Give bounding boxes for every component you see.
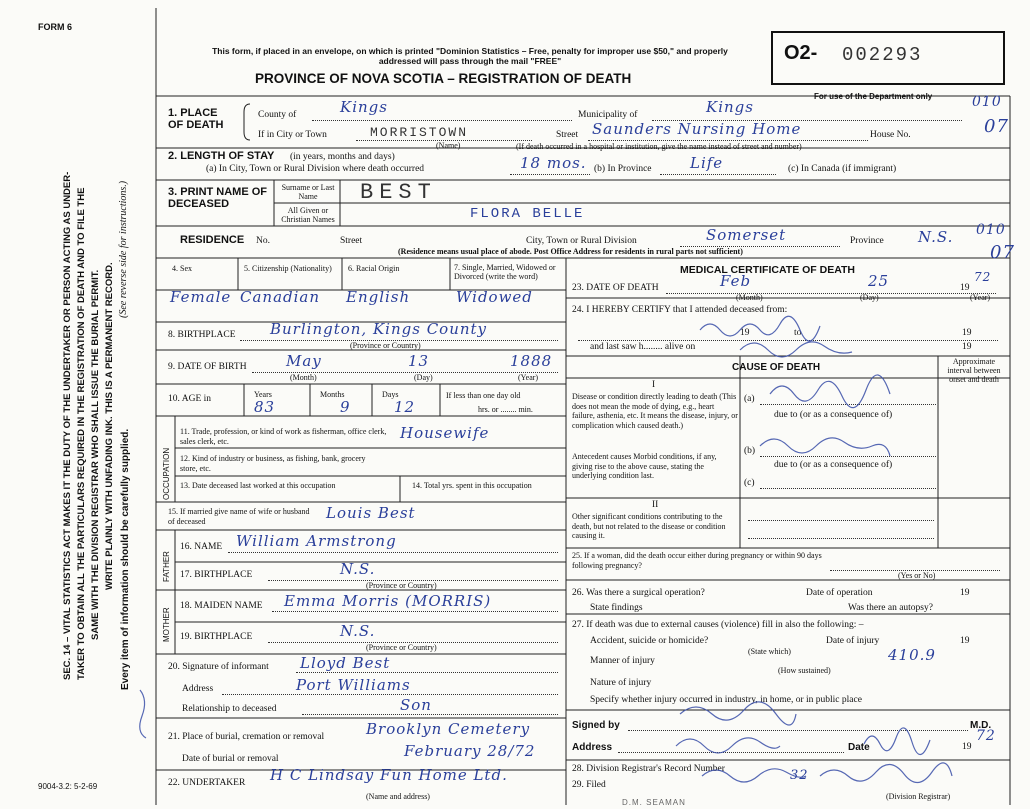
- form-code: 9004-3.2: 5-2-69: [38, 782, 98, 791]
- marital-value: Widowed: [456, 288, 533, 306]
- cause-b: (b): [744, 446, 756, 456]
- undertaker-label: 22. UNDERTAKER: [168, 778, 246, 788]
- occ12-label: 12. Kind of industry or business, as fishing, bank, grocery store, etc.: [180, 454, 366, 473]
- side-line2: TAKER TO OBTAIN ALL THE PARTICULARS REQUIRED IN THE REGISTRATION OF DEATH AND TO FILE THE: [76, 187, 87, 680]
- findings-label: State findings: [590, 603, 643, 613]
- clerk-stamp: D.M. SEAMAN: [622, 798, 686, 807]
- interval-label: Approximate interval between onset and death: [947, 357, 1001, 384]
- dod-month-value: Feb: [720, 272, 752, 290]
- code-010: 010: [972, 94, 1002, 110]
- form-number: FORM 6: [38, 22, 73, 32]
- due-to-2: due to (or as a consequence of): [774, 460, 893, 470]
- dob-year-caption: (Year): [518, 373, 539, 382]
- city-label: If in City or Town: [258, 130, 327, 140]
- name-caption: (Name): [436, 141, 461, 150]
- birthplace-value: Burlington, Kings County: [270, 320, 488, 338]
- signed-by-label: Signed by: [572, 720, 620, 731]
- occ14-label: 14. Total yrs. spent in this occupation: [412, 481, 532, 490]
- medical-title: MEDICAL CERTIFICATE OF DEATH: [680, 264, 855, 276]
- residence-label: RESIDENCE: [180, 234, 245, 246]
- q29-label: 29. Filed: [572, 780, 606, 790]
- burial-date-label: Date of burial or removal: [182, 754, 279, 764]
- hrs-min-label: hrs. or ........ min.: [478, 405, 533, 414]
- cert-19b: 19: [962, 328, 972, 338]
- res-street-label: Street: [340, 236, 363, 246]
- envelope-notice: This form, if placed in an envelope, on which is printed "Dominion Statistics – Free, penalty for improper use $50," and properly addressed will pass through the mail "FREE": [212, 46, 728, 66]
- occ13-label: 13. Date deceased last worked at this occupation: [180, 481, 336, 490]
- res-city-value: Somerset: [706, 226, 787, 244]
- sig-19: 19: [962, 742, 972, 752]
- reg-number: 002293: [842, 44, 923, 66]
- cert-19c: 19: [962, 342, 972, 352]
- street-value: Saunders Nursing Home: [592, 120, 802, 138]
- inf-address-value: Port Williams: [296, 676, 411, 694]
- manner-code: 410.9: [888, 646, 936, 664]
- birthplace-label: 8. BIRTHPLACE: [168, 330, 236, 340]
- stay-prov-value: Life: [690, 154, 724, 172]
- other-significant: Other significant conditions contributing to the death, but not related to the disease or condition causing it.: [572, 512, 726, 540]
- mother-side: MOTHER: [162, 607, 171, 642]
- q27-label: 27. If death was due to external causes (violence) fill in also the following: –: [572, 620, 864, 630]
- age-label: 10. AGE in: [168, 394, 212, 404]
- antecedent: Antecedent causes Morbid conditions, if any, giving rise to the above cause, stating the underlying condition last.: [572, 452, 717, 480]
- less-day-label: If less than one day old: [446, 391, 521, 400]
- citizenship-value: Canadian: [240, 288, 321, 306]
- sex-value: Female: [170, 288, 232, 306]
- filed-code: 32: [790, 768, 809, 783]
- relationship-value: Son: [400, 696, 432, 714]
- relationship-label: Relationship to deceased: [182, 704, 277, 714]
- dod-label: 23. DATE OF DEATH: [572, 283, 659, 293]
- cause-a: (a): [744, 394, 755, 404]
- age-days-value: 12: [394, 398, 416, 416]
- specify-label: Specify whether injury occurred in industry, in home, or in public place: [590, 695, 862, 705]
- dob-day-value: 13: [408, 352, 430, 370]
- burial-date-value: February 28/72: [404, 742, 536, 760]
- form-title: PROVINCE OF NOVA SCOTIA – REGISTRATION OF DEATH: [255, 71, 632, 86]
- days-label: Days: [382, 390, 399, 399]
- age-years-value: 83: [254, 398, 276, 416]
- cause-c: (c): [744, 478, 755, 488]
- op-19: 19: [960, 588, 970, 598]
- months-label: Months: [320, 390, 345, 399]
- stay-a-label: (a) In City, Town or Rural Division where death occurred: [206, 164, 425, 174]
- dod-day-value: 25: [868, 272, 890, 290]
- how-sustained: (How sustained): [778, 666, 831, 675]
- father-name-label: 16. NAME: [180, 542, 223, 552]
- dept-use: For use of the Department only: [814, 92, 933, 101]
- sig-date-label: Date: [848, 742, 870, 753]
- father-birth-caption: (Province or Country): [366, 581, 437, 590]
- spouse-value: Louis Best: [326, 504, 416, 522]
- res-province-value: N.S.: [918, 228, 954, 246]
- dob-month-caption: (Month): [290, 373, 317, 382]
- length-note: (in years, months and days): [290, 152, 395, 162]
- father-side: FATHER: [162, 551, 171, 582]
- stay-b-label: (b) In Province: [594, 164, 652, 174]
- surname-value: BEST: [360, 180, 437, 205]
- md-label: M.D.: [970, 720, 992, 731]
- given-value: FLORA BELLE: [470, 206, 585, 222]
- dob-day-caption: (Day): [414, 373, 433, 382]
- years-label: Years: [254, 390, 272, 399]
- print-name-label: 3. PRINT NAME OF DECEASED: [168, 186, 268, 210]
- q26-label: 26. Was there a surgical operation?: [572, 588, 705, 598]
- dob-month-value: May: [286, 352, 322, 370]
- injury-19: 19: [960, 636, 970, 646]
- due-to-1: due to (or as a consequence of): [774, 410, 893, 420]
- code-07b: 07: [990, 242, 1015, 263]
- reg-prefix: O2-: [784, 42, 818, 64]
- dod-day-caption: (Day): [860, 293, 879, 302]
- father-birth-label: 17. BIRTHPLACE: [180, 570, 253, 580]
- burial-value: Brooklyn Cemetery: [366, 720, 531, 738]
- dod-year-caption: (Year): [970, 293, 991, 302]
- yes-no-caption: (Yes or No): [898, 571, 936, 580]
- informant-label: 20. Signature of informant: [168, 662, 269, 672]
- disease-direct: Disease or condition directly leading to death (This does not mean the mode of dying, e.g., heart failure, asthenia, etc. It means the disease, injury, or complication which caused death.): [572, 392, 738, 430]
- street-label: Street: [556, 130, 579, 140]
- cert-to: to: [794, 328, 802, 338]
- res-note: (Residence means usual place of abode. Post Office Address for residents in rural parts not sufficient): [398, 247, 743, 256]
- dod-month-caption: (Month): [736, 293, 763, 302]
- certify-label: 24. I HEREBY CERTIFY that I attended deceased from:: [572, 305, 788, 315]
- mother-maiden-label: 18. MAIDEN NAME: [180, 601, 263, 611]
- manner-label: Manner of injury: [590, 656, 655, 666]
- code-010b: 010: [976, 222, 1006, 238]
- county-label: County of: [258, 110, 297, 120]
- dod-year-value: 72: [974, 270, 992, 284]
- address-label: Address: [182, 684, 214, 694]
- undertaker-value: H C Lindsay Fun Home Ltd.: [270, 766, 508, 784]
- res-city-label: City, Town or Rural Division: [526, 236, 637, 246]
- mother-maiden-value: Emma Morris (MORRIS): [284, 592, 492, 610]
- roman-2: II: [652, 500, 659, 510]
- municipality-value: Kings: [706, 98, 754, 116]
- occupation-value: Housewife: [400, 424, 490, 442]
- racial-label: 6. Racial Origin: [348, 264, 400, 273]
- municipality-label: Municipality of: [578, 110, 638, 120]
- birthplace-caption: (Province or Country): [350, 341, 421, 350]
- informant-value: Lloyd Best: [300, 654, 391, 672]
- nature-label: Nature of injury: [590, 678, 652, 688]
- stay-c-label: (c) In Canada (if immigrant): [788, 164, 897, 174]
- roman-1: I: [652, 380, 656, 390]
- mother-birth-value: N.S.: [340, 622, 376, 640]
- q25-label: 25. If a woman, did the death occur either during pregnancy or within 90 days following pregnancy?: [572, 551, 822, 570]
- hospital-note: (If death occurred in a hospital or institution, give the name instead of street and number): [516, 142, 802, 151]
- q28-label: 28. Division Registrar's Record Number: [572, 764, 725, 774]
- cause-title: CAUSE OF DEATH: [732, 362, 821, 373]
- marital-label: 7. Single, Married, Widowed or Divorced (write the word): [454, 263, 556, 281]
- burial-place-label: 21. Place of burial, cremation or removal: [168, 732, 325, 742]
- autopsy-label: Was there an autopsy?: [848, 603, 933, 613]
- house-label: House No.: [870, 130, 911, 140]
- surname-label: Surname or Last Name: [281, 183, 335, 201]
- side-line4: WRITE PLAINLY WITH UNFADING INK. THIS IS A PERMANENT RECORD.: [104, 262, 115, 590]
- age-months-value: 9: [340, 398, 351, 416]
- stay-city-value: 18 mos.: [520, 154, 587, 172]
- dod-19: 19: [960, 283, 970, 293]
- mother-birth-label: 19. BIRTHPLACE: [180, 632, 253, 642]
- cert-19a: 19: [740, 328, 750, 338]
- date-injury-label: Date of injury: [826, 636, 880, 646]
- citizenship-label: 5. Citizenship (Nationality): [244, 264, 332, 273]
- father-name-value: William Armstrong: [236, 532, 397, 550]
- racial-value: English: [346, 288, 411, 306]
- side-sec14: SEC. 14 – VITAL STATISTICS ACT MAKES IT THE DUTY OF THE UNDERTAKER OR PERSON ACTING AS UNDER-: [62, 171, 73, 680]
- last-saw: and last saw h........ alive on: [590, 342, 696, 352]
- undertaker-caption: (Name and address): [366, 792, 430, 801]
- dob-label: 9. DATE OF BIRTH: [168, 362, 247, 372]
- side-line3: SAME WITH THE DIVISION REGISTRAR WHO SHALL ISSUE THE BURIAL PERMIT.: [90, 269, 101, 640]
- father-birth-value: N.S.: [340, 560, 376, 578]
- date-op-label: Date of operation: [806, 588, 873, 598]
- county-value: Kings: [340, 98, 388, 116]
- city-value: MORRISTOWN: [370, 125, 469, 140]
- occupation-side: OCCUPATION: [162, 447, 171, 500]
- dob-year-value: 1888: [510, 352, 553, 370]
- sex-label: 4. Sex: [172, 264, 192, 273]
- div-reg-caption: (Division Registrar): [886, 792, 951, 801]
- code-07: 07: [984, 116, 1009, 137]
- mother-birth-caption: (Province or Country): [366, 643, 437, 652]
- side-supplied: Every item of information should be carefully supplied.: [120, 428, 131, 690]
- state-which: (State which): [748, 647, 791, 656]
- given-label: All Given or Christian Names: [281, 206, 335, 224]
- length-stay-label: 2. LENGTH OF STAY: [168, 150, 275, 162]
- place-of-death-label: 1. PLACE OF DEATH: [168, 107, 224, 131]
- res-province-label: Province: [850, 236, 884, 246]
- res-no-label: No.: [256, 236, 270, 246]
- side-instructions: (See reverse side for instructions.): [118, 180, 129, 318]
- sig-address-label: Address: [572, 742, 613, 753]
- sig-year: 72: [976, 728, 996, 744]
- spouse-label: 15. If married give name of wife or husband of deceased: [168, 507, 310, 526]
- accident-label: Accident, suicide or homicide?: [590, 636, 709, 646]
- occ11-label: 11. Trade, profession, or kind of work as fisherman, office clerk, sales clerk, etc.: [180, 427, 387, 446]
